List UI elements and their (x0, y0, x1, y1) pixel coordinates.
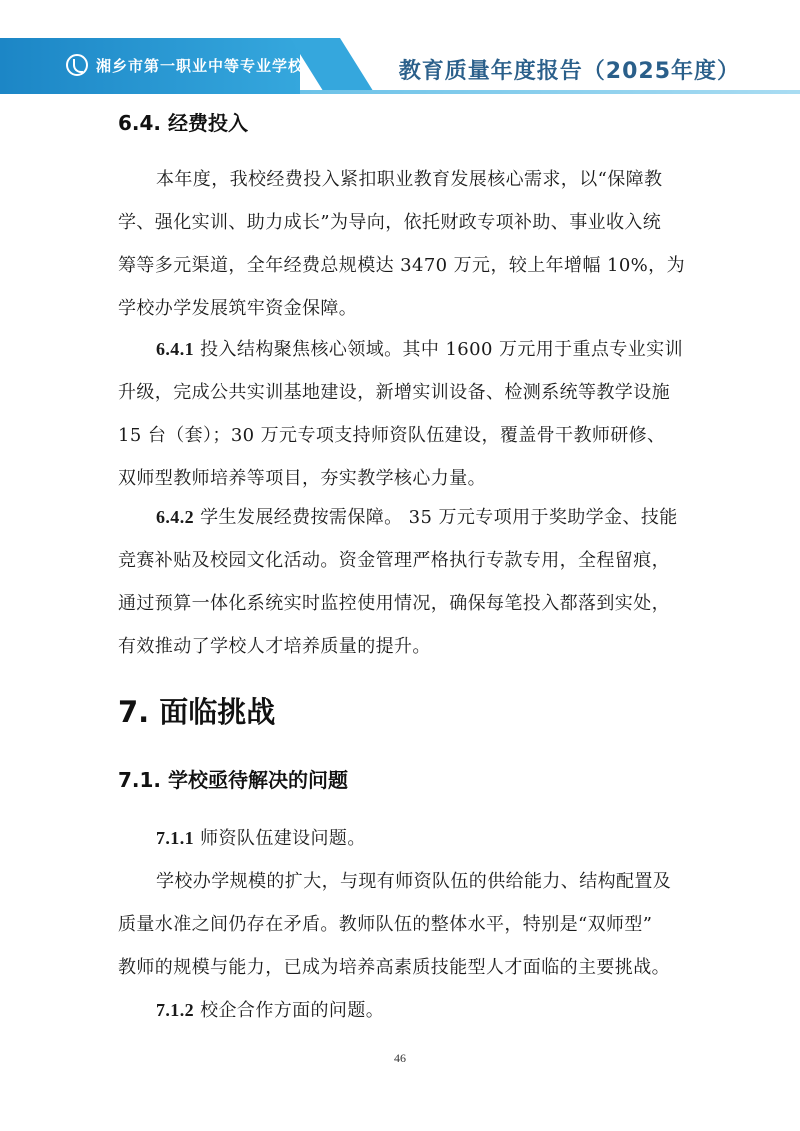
paragraph-line: 学校办学规模的扩大，与现有师资队伍的供给能力、结构配置及 (156, 871, 672, 892)
header-rule (300, 90, 800, 94)
item-number-7-1-2: 7.1.2 (156, 1000, 194, 1020)
paragraph-line: 升级，完成公共实训基地建设，新增实训设备、检测系统等教学设施 (118, 382, 670, 403)
section-heading-6-4: 6.4. 经费投入 (118, 111, 248, 135)
paragraph-line: 有效推动了学校人才培养质量的提升。 (118, 636, 431, 657)
report-title: 教育质量年度报告（2025年度） (398, 59, 740, 84)
paragraph-line (156, 824, 366, 850)
paragraph-line: 双师型教师培养等项目，夯实教学核心力量。 (118, 468, 486, 489)
paragraph-line: 通过预算一体化系统实时监控使用情况，确保每笔投入都落到实处， (118, 593, 670, 614)
paragraph-line (156, 335, 683, 361)
item-title-7-1-2: 校企合作方面的问题。 (194, 1000, 385, 1021)
paragraph-line: 教师的规模与能力，已成为培养高素质技能型人才面临的主要挑战。 (118, 957, 670, 978)
page-number: 46 (394, 1051, 406, 1065)
section-heading-7: 7. 面临挑战 (118, 695, 276, 729)
item-title-6-4-1: 投入结构聚焦核心领域。其中 1600 万元用于重点专业实训 (194, 339, 683, 360)
paragraph-line: 学校办学发展筑牢资金保障。 (118, 298, 358, 319)
item-number-7-1-1: 7.1.1 (156, 828, 194, 848)
paragraph-line: 15 台（套）；30 万元专项支持师资队伍建设，覆盖骨干教师研修、 (118, 425, 666, 446)
paragraph-line: 质量水准之间仍存在矛盾。教师队伍的整体水平，特别是“双师型” (118, 914, 653, 935)
page-header (0, 38, 800, 96)
school-logo-icon (66, 54, 88, 76)
paragraph-line (156, 996, 384, 1022)
paragraph-line: 本年度，我校经费投入紧扣职业教育发展核心需求，以“保障教 (156, 169, 663, 190)
paragraph-line: 筹等多元渠道，全年经费总规模达 3470 万元，较上年增幅 10%，为 (118, 255, 685, 276)
paragraph-line: 竞赛补贴及校园文化活动。资金管理严格执行专款专用，全程留痕， (118, 550, 670, 571)
paragraph-line (156, 503, 678, 529)
item-title-6-4-2: 学生发展经费按需保障。 35 万元专项用于奖助学金、技能 (194, 507, 678, 528)
section-heading-7-1: 7.1. 学校亟待解决的问题 (118, 768, 348, 792)
school-name: 湘乡市第一职业中等专业学校 (96, 57, 305, 75)
item-title-7-1-1: 师资队伍建设问题。 (194, 828, 366, 849)
item-number-6-4-1: 6.4.1 (156, 339, 194, 359)
item-number-6-4-2: 6.4.2 (156, 507, 194, 527)
paragraph-line: 学、强化实训、助力成长”为导向，依托财政专项补助、事业收入统 (118, 212, 662, 233)
